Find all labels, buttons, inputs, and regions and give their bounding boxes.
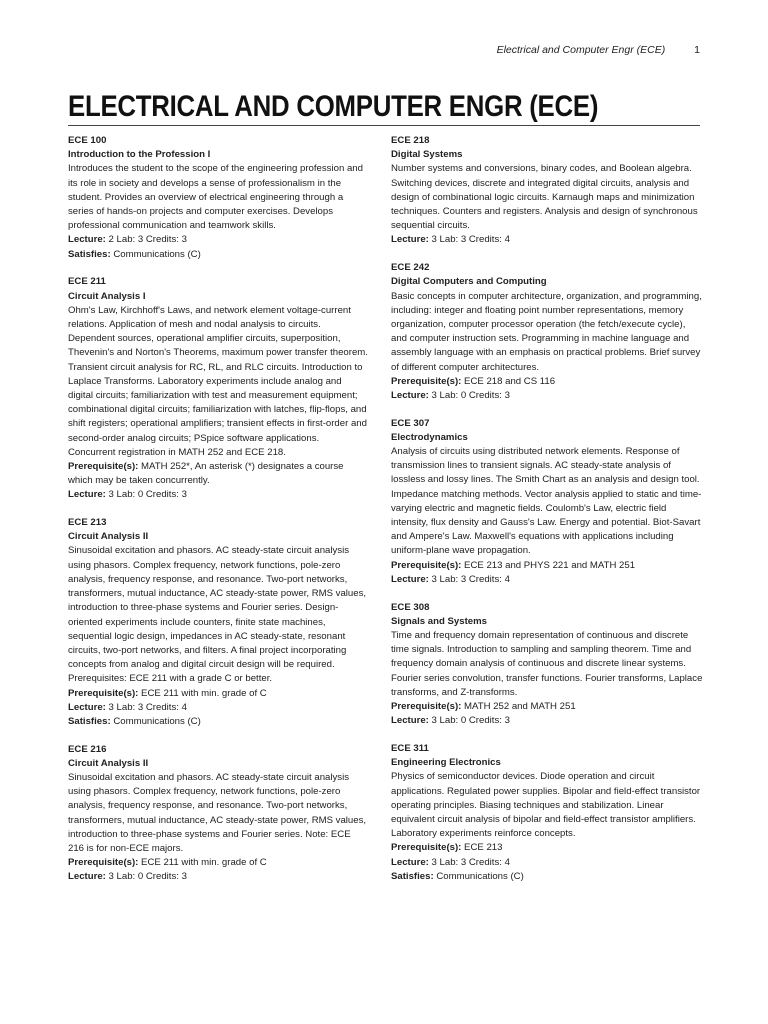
course-prerequisite bbox=[68, 687, 368, 701]
running-title: Electrical and Computer Engr (ECE) bbox=[496, 44, 666, 56]
course-hours bbox=[68, 701, 368, 715]
lecture-label: Lecture: bbox=[68, 701, 106, 713]
course-code: ECE 213 bbox=[68, 517, 107, 529]
lecture-label: Lecture: bbox=[68, 489, 106, 501]
course-description: Ohm's Law, Kirchhoff's Laws, and network element voltage-current relations. Application of mesh and nodal analysis to circuits. Dependent sources, operational amplifier circuits, superposition, Thevenin's and Norton's Theorems, maximum power transfer theorem. Transient circuit analysis for RC, RL, and RLC circuits. Introduction to Laplace Transforms. Laboratory experiments include analog and digital circuits; familiarization with test and measurement equipment; combinational digital circuits; familiarization with latches, flip-flops, and shift registers; operational amplifiers; transient effects in first-order and second-order analog circuits; PSpice software applications. Concurrent registration in MATH 252 and ECE 218. bbox=[68, 304, 368, 458]
title-divider bbox=[68, 125, 700, 126]
course-prerequisite bbox=[391, 375, 703, 389]
lecture-label: Lecture: bbox=[391, 573, 429, 585]
course-description: Sinusoidal excitation and phasors. AC steady-state circuit analysis using phasors. Complex frequency, network functions, pole-zero analysis, frequency response, and resonance. Two-port networks, transformers, mutual inductance, AC steady-state power, RMS values, introduction to three-phase systems and Fourier series. Note: ECE 216 is for non-ECE majors. bbox=[68, 772, 367, 855]
course-title: Digital Systems bbox=[391, 149, 463, 161]
course-title: Circuit Analysis I bbox=[68, 290, 146, 302]
course-title: Circuit Analysis II bbox=[68, 757, 149, 769]
prerequisite-label: Prerequisite(s): bbox=[391, 559, 462, 571]
course-satisfies bbox=[68, 715, 368, 729]
course-prerequisite bbox=[391, 700, 703, 714]
course-hours bbox=[68, 488, 368, 502]
course-title: Electrodynamics bbox=[391, 431, 468, 443]
course-code: ECE 307 bbox=[391, 417, 430, 429]
course-hours bbox=[391, 856, 703, 870]
course-code: ECE 308 bbox=[391, 601, 430, 613]
course-code: ECE 242 bbox=[391, 262, 430, 274]
course-block bbox=[391, 742, 703, 884]
satisfies-label: Satisfies: bbox=[68, 715, 111, 727]
prerequisite-value: ECE 211 with min. grade of C bbox=[141, 857, 267, 869]
course-description: Analysis of circuits using distributed network elements. Response of transmission lines to transient signals. AC steady-state analysis of lossless and lossy lines. The Smith Chart as an analysis and design tool. Impedance matching methods. Vector analysis applied to static and time-varying electric and magnetic fields. Coulomb's Law, electric field intensity, flux density and Gauss's Law. Energy and potential. Biot-Savart and Ampere's Law. Maxwell's equations with applications including uniform-plane wave propagation. bbox=[391, 446, 702, 557]
course-block bbox=[68, 134, 368, 262]
course-title: Engineering Electronics bbox=[391, 757, 501, 769]
course-code: ECE 218 bbox=[391, 135, 430, 146]
lecture-label: Lecture: bbox=[391, 715, 429, 727]
prerequisite-value: MATH 252 and MATH 251 bbox=[464, 701, 576, 713]
prerequisite-label: Prerequisite(s): bbox=[391, 842, 462, 854]
lecture-label: Lecture: bbox=[391, 389, 429, 401]
course-block bbox=[391, 417, 703, 587]
course-prerequisite bbox=[391, 841, 703, 855]
course-block bbox=[68, 275, 368, 502]
hours-value: 3 Lab: 0 Credits: 3 bbox=[431, 389, 510, 401]
running-header bbox=[0, 44, 700, 56]
lecture-label: Lecture: bbox=[391, 234, 429, 246]
course-hours bbox=[391, 573, 703, 587]
hours-value: 3 Lab: 3 Credits: 4 bbox=[431, 573, 510, 585]
course-description: Number systems and conversions, binary codes, and Boolean algebra. Switching devices, discrete and integrated digital circuits, analysis and design of combinational logic circuits. Karnaugh maps and minimization techniques. Counters and registers. Analysis and design of synchronous sequential circuits. bbox=[391, 163, 698, 232]
prerequisite-label: Prerequisite(s): bbox=[391, 701, 462, 713]
course-title: Introduction to the Profession I bbox=[68, 149, 211, 161]
course-prerequisite bbox=[68, 856, 368, 870]
lecture-label: Lecture: bbox=[68, 871, 106, 883]
prerequisite-label: Prerequisite(s): bbox=[391, 375, 462, 387]
course-description: Time and frequency domain representation of continuous and discrete time signals. Introduction to sampling and sampling theorem. Time and frequency domain analysis of continuous and discrete linear systems. Fourier series convolution, transfer functions. Fourier transforms, Laplace transforms, and Z-transforms. bbox=[391, 630, 703, 698]
left-column bbox=[68, 134, 368, 898]
hours-value: 3 Lab: 3 Credits: 4 bbox=[431, 234, 510, 246]
prerequisite-value: ECE 211 with min. grade of C bbox=[141, 687, 267, 699]
right-column bbox=[391, 134, 703, 897]
prerequisite-value: ECE 218 and CS 116 bbox=[464, 375, 556, 387]
course-title: Digital Computers and Computing bbox=[391, 276, 547, 288]
satisfies-value: Communications (C) bbox=[113, 715, 201, 727]
prerequisite-label: Prerequisite(s): bbox=[68, 460, 139, 472]
prerequisite-label: Prerequisite(s): bbox=[68, 857, 139, 869]
lecture-label: Lecture: bbox=[68, 234, 106, 246]
course-hours bbox=[391, 233, 703, 247]
course-description: Physics of semiconductor devices. Diode operation and circuit applications. Regulated power supplies. Bipolar and field-effect transistor operating principles. Biasing techniques and stabilization. Linear equivalent circuit analysis of bipolar and field-effect transistor amplifiers. Laboratory experiments reinforce concepts. bbox=[391, 771, 701, 840]
satisfies-value: Communications (C) bbox=[113, 248, 201, 260]
course-code: ECE 216 bbox=[68, 743, 107, 755]
lecture-label: Lecture: bbox=[391, 856, 429, 868]
course-block bbox=[391, 134, 703, 248]
prerequisite-value: ECE 213 bbox=[464, 842, 503, 854]
course-code: ECE 100 bbox=[68, 135, 107, 146]
course-hours bbox=[68, 870, 368, 884]
course-block bbox=[68, 516, 368, 729]
hours-value: 3 Lab: 3 Credits: 4 bbox=[431, 856, 510, 868]
course-description: Introduces the student to the scope of the engineering profession and its role in society and develops a sense of professionalism in the student. Provides an overview of electrical engineering through a series of hands-on projects and computer exercises. Develops professional communication and teamwork skills. bbox=[68, 163, 363, 232]
course-block bbox=[391, 601, 703, 729]
course-satisfies bbox=[391, 870, 703, 884]
satisfies-value: Communications (C) bbox=[436, 870, 524, 882]
course-hours bbox=[391, 714, 703, 728]
hours-value: 3 Lab: 3 Credits: 4 bbox=[108, 701, 187, 713]
course-prerequisite bbox=[68, 460, 368, 488]
course-description: Basic concepts in computer architecture, organization, and programming, including: integer and floating point number representations, memory organization, computer processor operation (the fetch/execute cycle), and computer instruction sets. Programming in machine language and assembly language with an emphasis on practical problems. Brief survey of different computer architectures. bbox=[391, 290, 702, 373]
course-satisfies bbox=[68, 248, 368, 262]
course-title: Signals and Systems bbox=[391, 615, 487, 627]
page-number: 1 bbox=[694, 44, 700, 56]
prerequisite-value: MATH 252*, An asterisk (*) designates a course which may be taken concurrently. bbox=[68, 460, 344, 487]
course-block bbox=[391, 261, 703, 403]
prerequisite-value: ECE 213 and PHYS 221 and MATH 251 bbox=[464, 559, 636, 571]
course-description: Sinusoidal excitation and phasors. AC steady-state circuit analysis using phasors. Complex frequency, network functions, pole-zero analysis, frequency response, and resonance. Two-port networks, transformers, mutual inductance, AC steady-state power, RMS values, introduction to three-phase systems and Fourier series. Design-oriented experiments include counters, finite state machines, sequential logic design, impedances in AC steady-state, resonant circuits, two-port networks, and filters. A final project incorporating concepts from analog and digital circuit design will be required. Prerequisites: ECE 211 with a grade C or better. bbox=[68, 545, 367, 685]
course-hours bbox=[68, 233, 368, 247]
page-title: ELECTRICAL AND COMPUTER ENGR (ECE) bbox=[68, 90, 599, 123]
satisfies-label: Satisfies: bbox=[68, 248, 111, 260]
hours-value: 3 Lab: 0 Credits: 3 bbox=[108, 871, 187, 883]
course-title: Circuit Analysis II bbox=[68, 531, 149, 543]
course-block bbox=[68, 743, 368, 885]
hours-value: 3 Lab: 0 Credits: 3 bbox=[108, 489, 187, 501]
prerequisite-label: Prerequisite(s): bbox=[68, 687, 139, 699]
satisfies-label: Satisfies: bbox=[391, 870, 434, 882]
course-code: ECE 211 bbox=[68, 276, 106, 288]
hours-value: 2 Lab: 3 Credits: 3 bbox=[108, 234, 187, 246]
course-prerequisite bbox=[391, 559, 703, 573]
course-code: ECE 311 bbox=[391, 742, 429, 754]
course-hours bbox=[391, 389, 703, 403]
hours-value: 3 Lab: 0 Credits: 3 bbox=[431, 715, 510, 727]
